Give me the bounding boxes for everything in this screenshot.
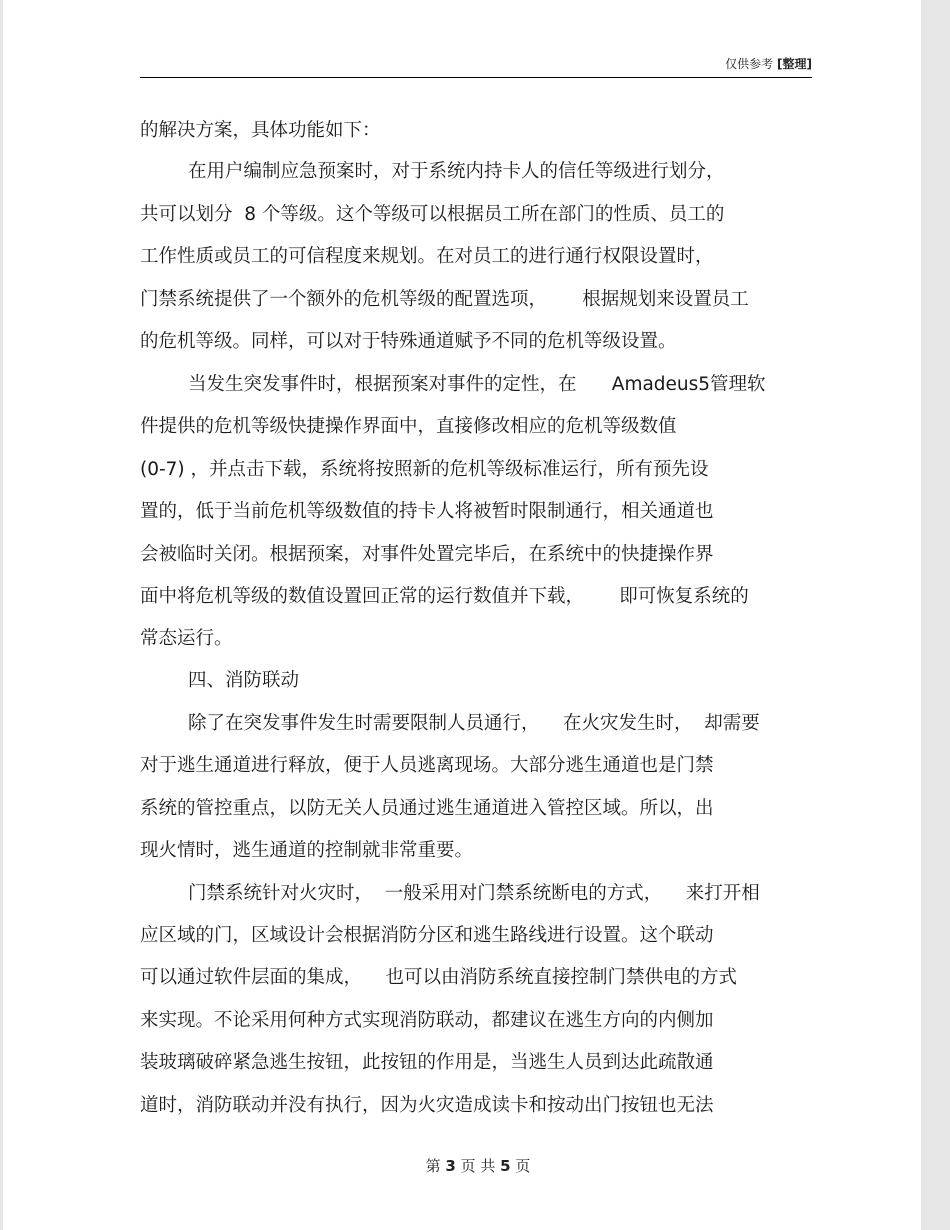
text-line: 共可以划分 8 个等级。这个等级可以根据员工所在部门的性质、员工的 [140,204,725,225]
text-line: 可以通过软件层面的集成， 也可以由消防系统直接控制门禁供电的方式 [140,967,738,988]
footer-middle: 页 共 [460,1157,496,1175]
footer-suffix: 页 [515,1157,531,1175]
text-line: 件提供的危机等级快捷操作界面中，直接修改相应的危机等级数值 [140,416,677,437]
text-line: 对于逃生通道进行释放，便于人员逃离现场。大部分逃生通道也是门禁 [140,755,714,776]
page-header [140,55,812,78]
text-line: 面中将危机等级的数值设置回正常的运行数值并下载， 即可恢复系统的 [140,586,749,607]
text-line: 工作性质或员工的可信程度来规划。在对员工的进行通行权限设置时， [140,246,714,267]
header-note: 仅供参考 [725,57,774,71]
text-line: 来实现。不论采用何种方式实现消防联动，都建议在逃生方向的内侧加 [140,1010,714,1031]
text-line: 当发生突发事件时，根据预案对事件的定性，在 Amadeus5管理软 [188,374,766,395]
section-heading: 四、消防联动 [188,670,300,691]
text-line: 会被临时关闭。根据预案，对事件处置完毕后，在系统中的快捷操作界 [140,544,714,565]
text-line: 的解决方案，具体功能如下： [140,120,381,141]
text-line: 置的，低于当前危机等级数值的持卡人将被暂时限制通行，相关通道也 [140,501,714,522]
text-line: 除了在突发事件发生时需要限制人员通行， 在火灾发生时， 却需要 [188,713,760,734]
text-line: 门禁系统提供了一个额外的危机等级的配置选项， 根据规划来设置员工 [140,289,749,310]
document-page [3,0,921,1230]
text-line: 系统的管控重点，以防无关人员通过逃生通道进入管控区域。所以，出 [140,798,714,819]
page-footer [3,1155,950,1176]
text-line: (0-7) ，并点击下载，系统将按照新的危机等级标准运行，所有预先设 [140,459,709,480]
text-line: 道时，消防联动并没有执行，因为火灾造成读卡和按动出门按钮也无法 [140,1095,714,1116]
footer-total-pages: 5 [500,1157,511,1175]
text-line: 在用户编制应急预案时，对于系统内持卡人的信任等级进行划分， [188,161,725,182]
text-line: 的危机等级。同样，可以对于特殊通道赋予不同的危机等级设置。 [140,331,677,352]
footer-prefix: 第 [425,1157,441,1175]
text-line: 现火情时，逃生通道的控制就非常重要。 [140,840,474,861]
text-line: 门禁系统针对火灾时， 一般采用对门禁系统断电的方式， 来打开相 [188,883,760,904]
text-line: 常态运行。 [140,628,233,649]
text-line: 应区域的门，区域设计会根据消防分区和逃生路线进行设置。这个联动 [140,925,714,946]
text-line: 装玻璃破碎紧急逃生按钮，此按钮的作用是，当逃生人员到达此疏散通 [140,1052,714,1073]
header-tag: [整理] [777,57,812,71]
footer-page-number: 3 [445,1157,456,1175]
